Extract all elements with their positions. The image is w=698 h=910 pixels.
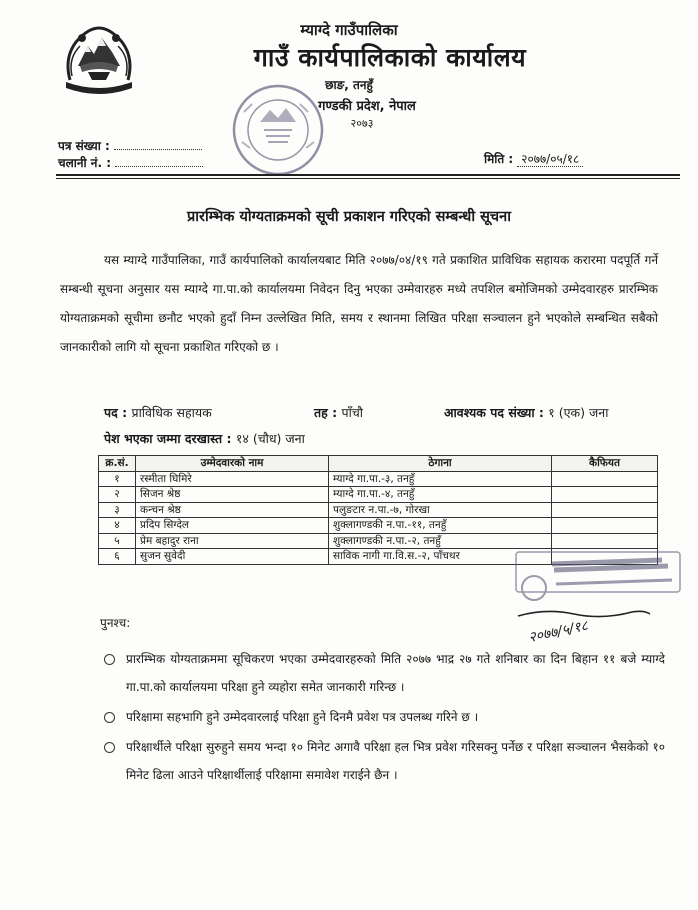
signature-date: २०७७/५/१८ [527, 617, 590, 647]
col-header-remarks: कैफियत [552, 456, 658, 472]
level-value: पाँचौ [341, 405, 363, 420]
table-row [99, 502, 658, 518]
cell-remarks [552, 533, 658, 549]
cell-serial: ३ [99, 502, 136, 518]
cell-name: कन्चन श्रेष्ठ [136, 502, 329, 518]
cell-address: शुक्लागण्डकी न.पा.-११, तनहुँ [329, 518, 552, 534]
postscript-label: पुनश्च: [100, 616, 131, 630]
postscript-item [100, 645, 665, 701]
cell-serial: १ [99, 471, 136, 487]
date-field [484, 150, 583, 167]
table-row [99, 487, 658, 503]
office-name: गाउँ कार्यपालिकाको कार्यालय [253, 43, 527, 72]
office-location: छाङ, तनहुँ [325, 78, 373, 92]
date-label: मिति : [484, 152, 514, 166]
cell-serial: ५ [99, 533, 136, 549]
chalani-field [58, 154, 203, 171]
col-header-name: उम्मेदवारको नाम [136, 456, 329, 472]
required-posts-field [444, 404, 608, 421]
cell-address: साविक नागी गा.वि.स.-२, पाँचथर [329, 549, 552, 565]
level-label: तह : [314, 405, 338, 420]
bullet-circle-icon [104, 712, 115, 723]
required-posts-label: आवश्यक पद संख्या : [444, 405, 544, 420]
cell-address: म्याग्दे गा.पा.-४, तनहुँ [329, 487, 552, 503]
bullet-circle-icon [104, 654, 115, 665]
col-header-address: ठेगाना [329, 456, 552, 472]
applications-value: १४ (चौध) जना [235, 431, 305, 446]
patra-sankhya-label: पत्र संख्या : [58, 139, 110, 153]
cell-name: सिजन श्रेष्ठ [136, 487, 329, 503]
municipality-name: म्याग्दे गाउँपालिका [300, 21, 398, 39]
col-header-serial: क्र.सं. [99, 456, 136, 472]
patra-sankhya-blank [114, 139, 202, 150]
office-round-stamp [230, 82, 326, 178]
level-field [314, 404, 363, 421]
required-posts-value: १ (एक) जना [548, 405, 609, 420]
cell-remarks [552, 471, 658, 487]
cell-remarks [552, 502, 658, 518]
post-field [104, 404, 212, 421]
cell-remarks [552, 518, 658, 534]
notice-title: प्रारम्भिक योग्यताक्रमको सूची प्रकाशन गरिएको सम्बन्धी सूचना [187, 209, 511, 225]
header-divider-thin [56, 178, 680, 179]
table-row [99, 518, 658, 534]
applications-label: पेश भएका जम्मा दरखास्त : [104, 431, 232, 446]
cell-address: पलुङटार न.पा.-७, गोरखा [329, 502, 552, 518]
cell-name: प्रेम बहादुर राना [136, 533, 329, 549]
province-name: गण्डकी प्रदेश, नेपाल [318, 99, 416, 114]
postscript-item-text: परिक्षार्थीले परिक्षा सुरुहुने समय भन्दा १० मिनेट अगावै परिक्षा हल भित्र प्रवेश गरिसक्नु पर्नेछ र परिक्षा सञ्चालन भैसकेको १० मिनेट ढिला आउने परिक्षार्थीलाई परिक्षामा समावेश गराईने छैन । [126, 740, 665, 782]
bullet-circle-icon [104, 742, 115, 753]
table-row [99, 471, 658, 487]
officer-name-stamp [512, 548, 684, 614]
cell-address: म्याग्दे गा.पा.-३, तनहुँ [329, 471, 552, 487]
cell-name: प्रदिप सिग्देल [136, 518, 329, 534]
established-year: २०७३ [350, 117, 374, 130]
table-header-row [99, 456, 658, 472]
patra-sankhya-field [58, 137, 202, 154]
postscript-item-text: प्रारम्भिक योग्यताक्रममा सूचिकरण भएका उम्मेदवारहरुको मिति २०७७ भाद्र २७ गते शनिबार का दिन बिहान ११ बजे म्याग्दे गा.पा.को कार्यालयमा परिक्षा हुने व्यहोरा समेत जानकारी गरिन्छ । [126, 652, 665, 694]
header-divider [56, 174, 680, 176]
postscript-item [100, 703, 665, 731]
cell-serial: ६ [99, 549, 136, 565]
post-label: पद : [104, 405, 128, 420]
applications-field [104, 430, 305, 447]
date-value: २०७७/०५/१८ [517, 152, 583, 167]
cell-serial: ४ [99, 518, 136, 534]
postscript-item [100, 733, 665, 789]
cell-address: शुक्लागण्डकी न.पा.-२, तनहुँ [329, 533, 552, 549]
cell-name: सुजन सुवेदी [136, 549, 329, 565]
notice-body: यस म्याग्दे गाउँपालिका, गाउँ कार्यपालिको कार्यालयबाट मिति २०७७/०४/१९ गते प्रकाशित प्राविधिक सहायक करारमा पदपूर्ति गर्ने सम्बन्धी सूचना अनुसार यस म्याग्दे गा.पा.को कार्यालयमा निवेदन दिनु भएका उम्मेवारहरु मध्ये तपशिल बमोजिमको उम्मेदवारहरु प्रारम्भिक योग्यताक्रमको सूचीमा छनौट भएको हुदाँ निम्न उल्लेखित मिति, समय र स्थानमा लिखित परिक्षा सञ्चालन हुने भएकोले सम्बन्धित सबैको जानकारीको लागि यो सूचना प्रकाशित गरिएको छ । [60, 253, 658, 354]
cell-remarks [552, 487, 658, 503]
chalani-label: चलानी नं. : [58, 156, 112, 170]
cell-serial: २ [99, 487, 136, 503]
cell-name: रस्मीता घिमिरे [136, 471, 329, 487]
chalani-blank [115, 156, 203, 167]
postscript-item-text: परिक्षामा सहभागि हुने उम्मेदवारलाई परिक्षा हुने दिनमै प्रवेश पत्र उपलब्ध गरिने छ । [126, 710, 479, 724]
post-value: प्राविधिक सहायक [131, 405, 212, 420]
table-row [99, 533, 658, 549]
